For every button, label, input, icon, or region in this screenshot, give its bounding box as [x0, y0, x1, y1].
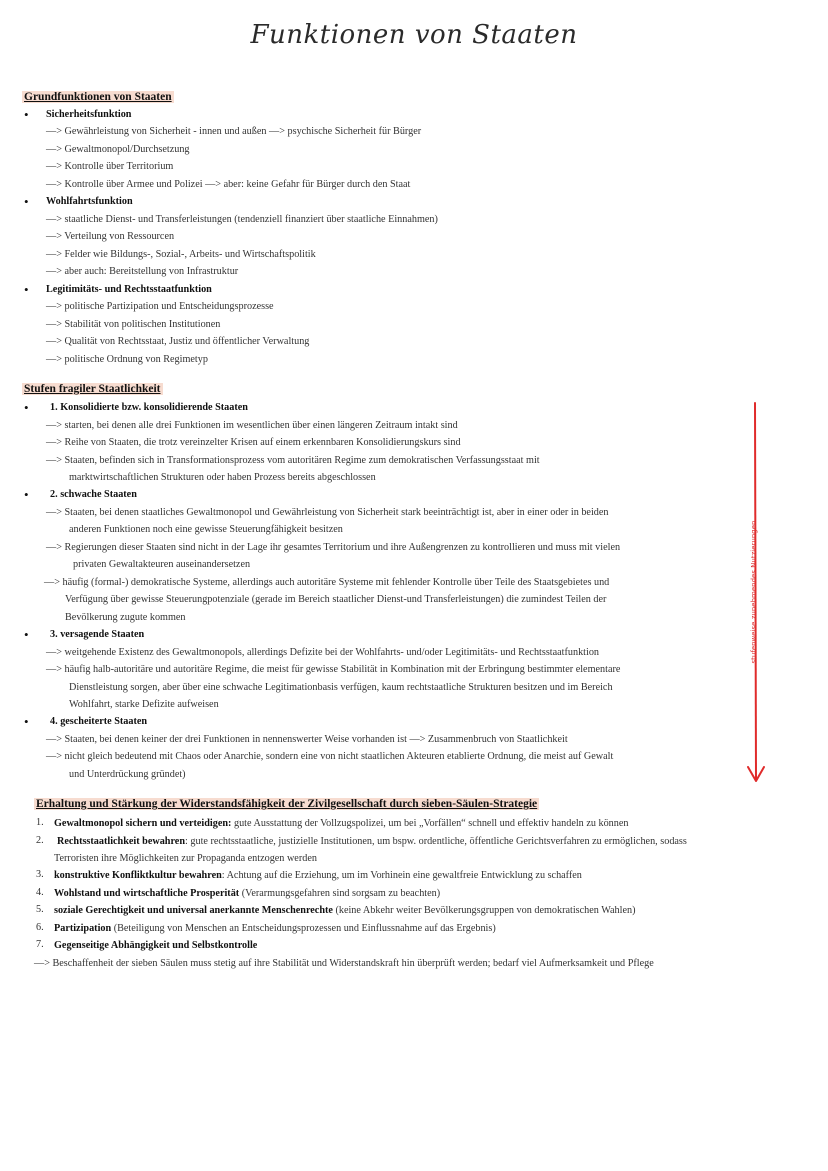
list-item: —> häufig halb-autoritäre und autoritäre Regime, die meist für gewisse Stabilität in Kombination mit der Erbringung bestimmter elementare	[46, 664, 621, 675]
list-item: —> Regierungen dieser Staaten sind nicht in der Lage ihr gesamtes Territorium und ihre Außengrenzen zu kontrollieren und muss mit vielen	[46, 542, 621, 553]
pillar-bold: konstruktive Konfliktkultur bewahren	[54, 870, 222, 881]
list-item: und Unterdrückung gründet)	[69, 769, 186, 780]
list-item: —> Staaten, bei denen staatliches Gewaltmonopol und Gewährleistung von Sicherheit stark beeinträchtigt ist, aber in einer oder in beiden	[46, 507, 609, 518]
pillar-item	[57, 835, 687, 848]
pillar-bold: Rechtsstaatlichkeit bewahren	[57, 836, 185, 847]
bullet: •	[24, 194, 29, 209]
list-item: —> Kontrolle über Armee und Polizei —> aber: keine Gefahr für Bürger durch den Staat	[46, 179, 411, 190]
page-title: Funktionen von Staaten	[250, 20, 578, 50]
list-item: —> staatliche Dienst- und Transferleistungen (tendenziell finanziert über staatliche Einnahmen)	[46, 214, 438, 225]
list-item: —> Gewährleistung von Sicherheit - innen und außen —> psychische Sicherheit für Bürger	[46, 126, 422, 137]
bullet: •	[24, 487, 29, 502]
list-item: marktwirtschaftlichen Strukturen oder haben Prozess bereits abgeschlossen	[69, 472, 376, 483]
side-note: stufenweise zunehmendes Nutzierungen	[750, 520, 758, 664]
list-number: 3.	[36, 869, 44, 880]
pillar-text: : Achtung auf die Erziehung, um im Vorhinein eine gewaltfreie Entwicklung zu schaffen	[221, 870, 582, 881]
list-item: —> weitgehende Existenz des Gewaltmonopols, allerdings Defizite bei der Wohlfahrts- und/oder Legitimitäts- und Rechtsstaatfunktion	[46, 647, 600, 658]
pillar-text: : gute rechtsstaatliche, justizielle Institutionen, um bspw. ordentliche, öffentliche Gerichtsverfahren zu ermöglichen, sodass	[185, 836, 687, 847]
list-item: —> starten, bei denen alle drei Funktionen im wesentlichen über einen längeren Zeitraum intakt sind	[46, 420, 458, 431]
bullet: •	[24, 107, 29, 122]
list-item: —> aber auch: Bereitstellung von Infrastruktur	[46, 266, 239, 277]
stage-label-3: 3. versagende Staaten	[50, 629, 145, 640]
list-item: —> Felder wie Bildungs-, Sozial-, Arbeits- und Wirtschaftspolitik	[46, 249, 316, 260]
list-item: Wohlfahrt, starke Defizite aufweisen	[69, 699, 219, 710]
pillar-item	[54, 904, 635, 917]
bullet: •	[24, 627, 29, 642]
list-item: Verfügung über gewisse Steuerungpotenziale (gerade im Bereich staatlicher Dienst-und Transferleistungen) die zumindest Teilen der	[65, 594, 607, 605]
list-number: 7.	[36, 939, 44, 950]
pillar-bold: Wohlstand und wirtschaftliche Prosperität	[54, 888, 240, 899]
pillar-bold: Partizipation	[54, 923, 112, 934]
list-item: —> Kontrolle über Territorium	[46, 161, 174, 172]
pillar-bold: Gegenseitige Abhängigkeit und Selbstkontrolle	[54, 940, 258, 951]
function-label-wohlfahrt: Wohlfahrtsfunktion	[46, 196, 133, 207]
section-heading-sieben-saeulen: Erhaltung und Stärkung der Widerstandsfähigkeit der Zivilgesellschaft durch sieben-Säulen-Strategie	[36, 798, 538, 810]
list-item: —> politische Partizipation und Entscheidungsprozesse	[46, 301, 274, 312]
list-number: 5.	[36, 904, 44, 915]
pillar-item	[54, 869, 582, 882]
function-label-sicherheit: Sicherheitsfunktion	[46, 109, 132, 120]
list-item: —> Stabilität von politischen Institutionen	[46, 319, 221, 330]
function-label-legitimitaet: Legitimitäts- und Rechtsstaatfunktion	[46, 284, 212, 295]
list-item: —> Gewaltmonopol/Durchsetzung	[46, 144, 190, 155]
list-item: —> Qualität von Rechtsstaat, Justiz und öffentlicher Verwaltung	[46, 336, 310, 347]
pillar-item	[54, 939, 257, 952]
pillar-bold: soziale Gerechtigkeit und universal anerkannte Menschenrechte	[54, 905, 333, 916]
list-item: —> Verteilung von Ressourcen	[46, 231, 175, 242]
bullet: •	[24, 714, 29, 729]
list-number: 4.	[36, 887, 44, 898]
bullet: •	[24, 282, 29, 297]
list-item: —> häufig (formal-) demokratische Systeme, allerdings auch autoritäre Systeme mit fehlender Kontrolle über Teile des Staatsgebietes und	[44, 577, 610, 588]
pillar-text: (Verarmungsgefahren sind sorgsam zu beachten)	[239, 888, 441, 899]
stage-label-1: 1. Konsolidierte bzw. konsolidierende Staaten	[50, 402, 248, 413]
pillar-item	[54, 887, 440, 900]
pillar-item	[54, 817, 628, 830]
pillar-text: (Beteiligung von Menschen an Entscheidungsprozessen und Einflussnahme auf das Ergebnis)	[111, 923, 496, 934]
list-number: 1.	[36, 817, 44, 828]
list-number: 2.	[36, 835, 44, 846]
pillar-text: (keine Abkehr weiter Bevölkerungsgruppen von demokratischen Wahlen)	[332, 905, 636, 916]
list-item: Bevölkerung zugute kommen	[65, 612, 186, 623]
bullet: •	[24, 400, 29, 415]
pillar-continuation: Terroristen ihre Möglichkeiten zur Propaganda entzogen werden	[54, 853, 317, 864]
list-item: —> Reihe von Staaten, die trotz vereinzelter Krisen auf einem erkennbaren Konsolidierungskurs sind	[46, 437, 461, 448]
list-item: —> nicht gleich bedeutend mit Chaos oder Anarchie, sondern eine von nicht staatlichen Akteuren etablierte Ordnung, die meist auf Gewalt	[46, 751, 614, 762]
conclusion-line: —> Beschaffenheit der sieben Säulen muss stetig auf ihre Stabilität und Widerstandskraft hin überprüft werden; bedarf viel Aufmerksamkeit und Pflege	[34, 958, 654, 969]
section-heading-grundfunktionen: Grundfunktionen von Staaten	[24, 91, 172, 103]
list-item: —> politische Ordnung von Regimetyp	[46, 354, 208, 365]
stage-label-2: 2. schwache Staaten	[50, 489, 137, 500]
pillar-item	[54, 922, 496, 935]
list-item: —> Staaten, bei denen keiner der drei Funktionen in nennenswerter Weise vorhanden ist —> Zusammenbruch von Staatlichkeit	[46, 734, 568, 745]
list-item: anderen Funktionen noch eine gewisse Steuerungfähigkeit besitzen	[69, 524, 343, 535]
pillar-text: gute Ausstattung der Vollzugspolizei, um bei „Vorfällen“ schnell und effektiv handeln zu können	[231, 818, 629, 829]
stage-label-4: 4. gescheiterte Staaten	[50, 716, 148, 727]
list-item: —> Staaten, befinden sich in Transformationsprozess vom autoritären Regime zum demokratischen Verfassungsstaat mit	[46, 455, 540, 466]
list-number: 6.	[36, 922, 44, 933]
list-item: privaten Gewaltakteuren auseinandersetzen	[73, 559, 251, 570]
pillar-bold: Gewaltmonopol sichern und verteidigen:	[54, 818, 232, 829]
list-item: Dienstleistung sorgen, aber über eine schwache Legitimationbasis verfügen, kaum rechtstaatliche Strukturen besitzen und im Bereich	[69, 682, 613, 693]
section-heading-stufen: Stufen fragiler Staatlichkeit	[24, 383, 161, 395]
